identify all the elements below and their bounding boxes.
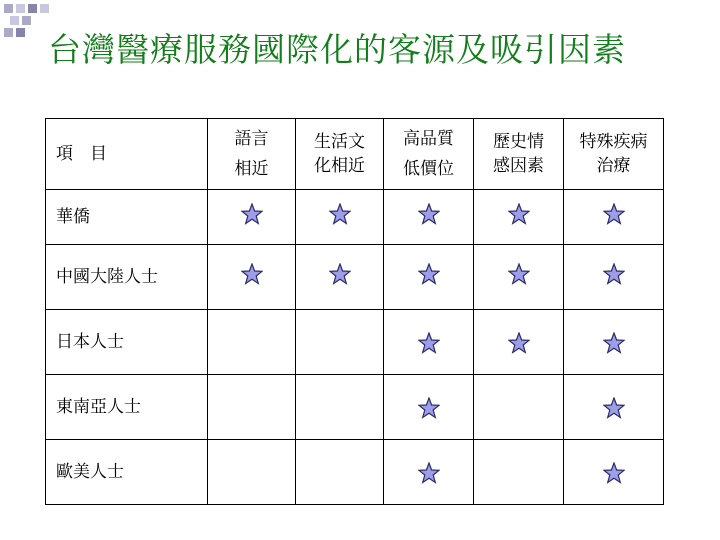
star-icon bbox=[603, 397, 625, 419]
table-cell bbox=[384, 440, 474, 505]
table-cell bbox=[208, 245, 296, 310]
slide-title: 台灣醫療服務國際化的客源及吸引因素 bbox=[48, 30, 626, 69]
table-row bbox=[46, 440, 664, 505]
star-icon bbox=[603, 462, 625, 484]
table-row bbox=[46, 245, 664, 310]
table-cell bbox=[208, 310, 296, 375]
decor-square bbox=[4, 28, 13, 37]
row-label: 華僑 bbox=[46, 190, 208, 245]
decor-square bbox=[28, 4, 37, 13]
table-cell bbox=[208, 190, 296, 245]
table-cell bbox=[384, 190, 474, 245]
table-cell bbox=[384, 310, 474, 375]
table-cell bbox=[474, 245, 564, 310]
column-header: 語言相近 bbox=[208, 119, 296, 190]
star-icon bbox=[329, 263, 351, 285]
table-cell bbox=[296, 440, 384, 505]
row-label: 東南亞人士 bbox=[46, 375, 208, 440]
star-icon bbox=[603, 203, 625, 225]
table-cell bbox=[208, 440, 296, 505]
table-row bbox=[46, 190, 664, 245]
table-row bbox=[46, 310, 664, 375]
column-header: 高品質低價位 bbox=[384, 119, 474, 190]
table-cell bbox=[208, 375, 296, 440]
table-cell bbox=[474, 375, 564, 440]
table-cell bbox=[564, 375, 664, 440]
star-icon bbox=[418, 397, 440, 419]
decor-square bbox=[40, 4, 49, 13]
star-icon bbox=[508, 263, 530, 285]
star-icon bbox=[603, 263, 625, 285]
table-cell bbox=[384, 375, 474, 440]
star-icon bbox=[508, 203, 530, 225]
table-cell bbox=[564, 440, 664, 505]
row-label: 日本人士 bbox=[46, 310, 208, 375]
star-icon bbox=[418, 203, 440, 225]
table-cell bbox=[474, 440, 564, 505]
decor-square bbox=[4, 4, 13, 13]
row-label: 歐美人士 bbox=[46, 440, 208, 505]
table-cell bbox=[296, 245, 384, 310]
item-header: 項 目 bbox=[46, 119, 208, 190]
header-row bbox=[46, 119, 664, 190]
star-icon bbox=[241, 263, 263, 285]
star-icon bbox=[418, 332, 440, 354]
table-cell bbox=[474, 310, 564, 375]
table-cell bbox=[296, 310, 384, 375]
table-cell bbox=[384, 245, 474, 310]
table-cell bbox=[564, 310, 664, 375]
factors-table bbox=[45, 118, 664, 505]
column-header: 歷史情感因素 bbox=[474, 119, 564, 190]
table-cell bbox=[296, 190, 384, 245]
row-label: 中國大陸人士 bbox=[46, 245, 208, 310]
table-row bbox=[46, 375, 664, 440]
star-icon bbox=[418, 462, 440, 484]
star-icon bbox=[418, 263, 440, 285]
column-header: 特殊疾病治療 bbox=[564, 119, 664, 190]
decor-square bbox=[10, 16, 19, 25]
table-cell bbox=[564, 190, 664, 245]
decor-square bbox=[16, 4, 25, 13]
star-icon bbox=[603, 332, 625, 354]
table-cell bbox=[564, 245, 664, 310]
decor-square bbox=[16, 28, 25, 37]
table-cell bbox=[474, 190, 564, 245]
star-icon bbox=[241, 203, 263, 225]
column-header: 生活文化相近 bbox=[296, 119, 384, 190]
star-icon bbox=[329, 203, 351, 225]
star-icon bbox=[508, 332, 530, 354]
decor-square bbox=[22, 16, 31, 25]
table-cell bbox=[296, 375, 384, 440]
